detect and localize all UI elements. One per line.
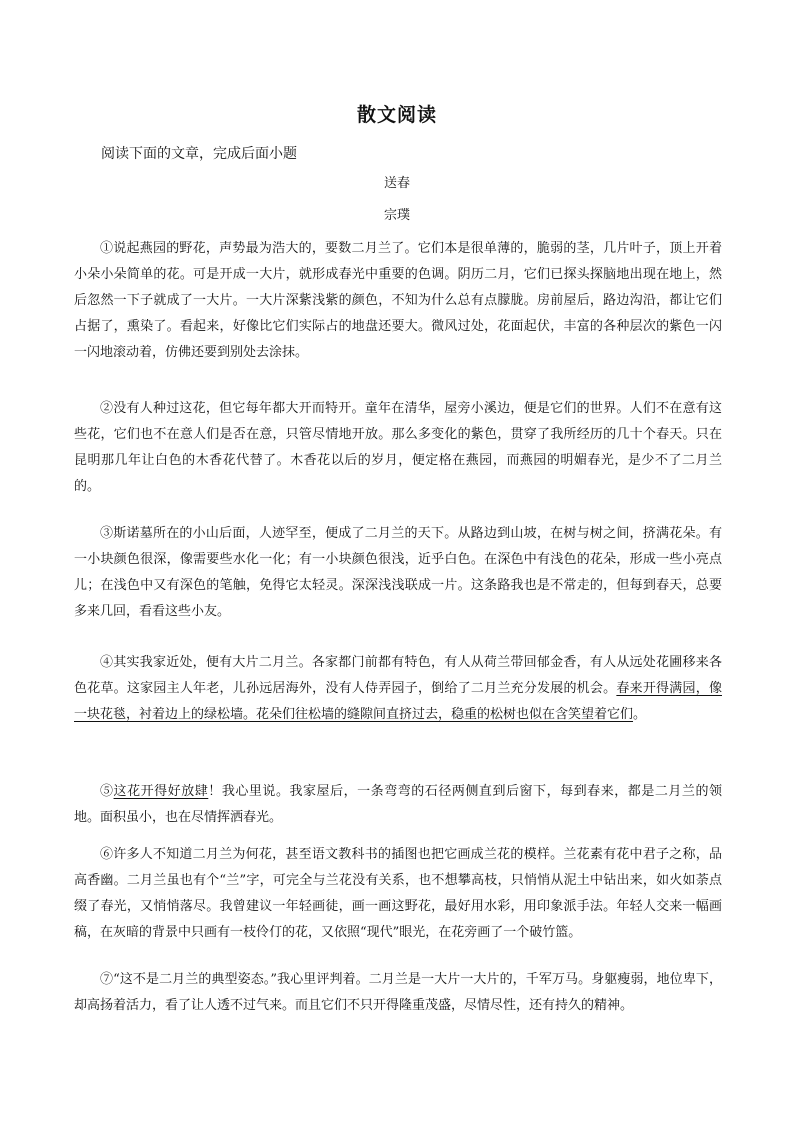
paragraph-text: ⑥许多人不知道二月兰为何花，甚至语文教科书的插图也把它画成兰花的模样。兰花素有花中君子之称，品高香幽。二月兰虽也有个“兰”字，可完全与兰花没有关系，也不想攀高枝，只悄悄从泥土中钻出来，如火如荼点缀了春光，又悄悄落尽。我曾建议一年轻画徒，画一画这野花，最好用水彩，用印象派手法。年轻人交来一幅画稿，在灰暗的背景中只画有一枝伶仃的花，又依照“现代”眼光，在花旁画了一个破竹篮。 (74, 847, 722, 940)
paragraph-text: ③斯诺墓所在的小山后面，人迹罕至，便成了二月兰的天下。从路边到山坡，在树与树之间，挤满花朵。有一小块颜色很深，像需要些水化一化；有一小块颜色很浅，近乎白色。在深色中有浅色的花朵，形成一些小亮点儿；在浅色中又有深色的笔触，免得它太轻灵。深深浅浅联成一片。这条路我也是不常走的，但每到春天，总要多来几回，看看这些小友。 (74, 526, 722, 619)
underlined-sentence: 这花开得好放肆 (113, 784, 209, 799)
essay-title: 送春 (383, 176, 410, 191)
underlined-sentence: 春来开得满园，像一块花毯，衬着边上的绿松墙。花朵们往松墙的缝隙间直挤过去，稳重的松树也似在含笑望着它们 (74, 681, 722, 722)
paragraph-text (74, 779, 722, 831)
paragraph-text-after: ！我心里说。我家屋后，一条弯弯的石径两侧直到后窗下，每到春来，都是二月兰的领地。面积虽小，也在尽情挥洒春光。 (74, 784, 722, 825)
paragraph-text-after: 。 (633, 707, 647, 722)
paragraph-text: ①说起燕园的野花，声势最为浩大的，要数二月兰了。它们本是很单薄的，脆弱的茎，几片叶子，顶上开着小朵小朵简单的花。可是开成一大片，就形成春光中重要的色调。阴历二月，它们已探头探脑地出现在地上，然后忽然一下子就成了一大片。一大片深紫浅紫的颜色，不知为什么总有点朦胧。房前屋后，路边沟沿，都让它们占据了，熏染了。看起来，好像比它们实际占的地盘还要大。微风过处，花面起伏，丰富的各种层次的紫色一闪一闪地滚动着，仿佛还要到别处去涂抹。 (74, 241, 722, 360)
paragraph-6 (74, 842, 722, 946)
paragraph-3 (74, 521, 722, 625)
paragraph-number: ⑤ (100, 784, 114, 799)
paragraph-text: ②没有人种过这花，但它每年都大开而特开。童年在清华，屋旁小溪边，便是它们的世界。人们不在意有这些花，它们也不在意人们是否在意，只管尽情地开放。那么多变化的紫色，贯穿了我所经历的几十个春天。只在昆明那几年让白色的木香花代替了。木香花以后的岁月，便定格在燕园，而燕园的明媚春光，是少不了二月兰的。 (74, 401, 722, 494)
paragraph-2 (74, 396, 722, 500)
essay-author: 宗璞 (383, 208, 410, 223)
reading-instruction: 阅读下面的文章，完成后面小题 (101, 146, 297, 162)
paragraph-7 (74, 967, 722, 1019)
paragraph-text-before: ④其实我家近处，便有大片二月兰。各家都门前都有特色，有人从荷兰带回郁金香，有人从远处花圃移来各色花草。这家园主人年老，儿孙远居海外，没有人侍弄园子，倒给了二月兰充分发展的机会。 (74, 655, 722, 696)
page-title: 散文阅读 (356, 104, 437, 126)
paragraph-4 (74, 650, 722, 728)
paragraph-text (74, 650, 722, 728)
paragraph-1 (74, 236, 722, 366)
paragraph-text: ⑦“这不是二月兰的典型姿态。”我心里评判着。二月兰是一大片一大片的，千军万马。身躯瘦弱，地位卑下，却高扬着活力，看了让人透不过气来。而且它们不只开得隆重茂盛，尽情尽性，还有持久的精神。 (74, 972, 722, 1013)
paragraph-5 (74, 779, 722, 831)
